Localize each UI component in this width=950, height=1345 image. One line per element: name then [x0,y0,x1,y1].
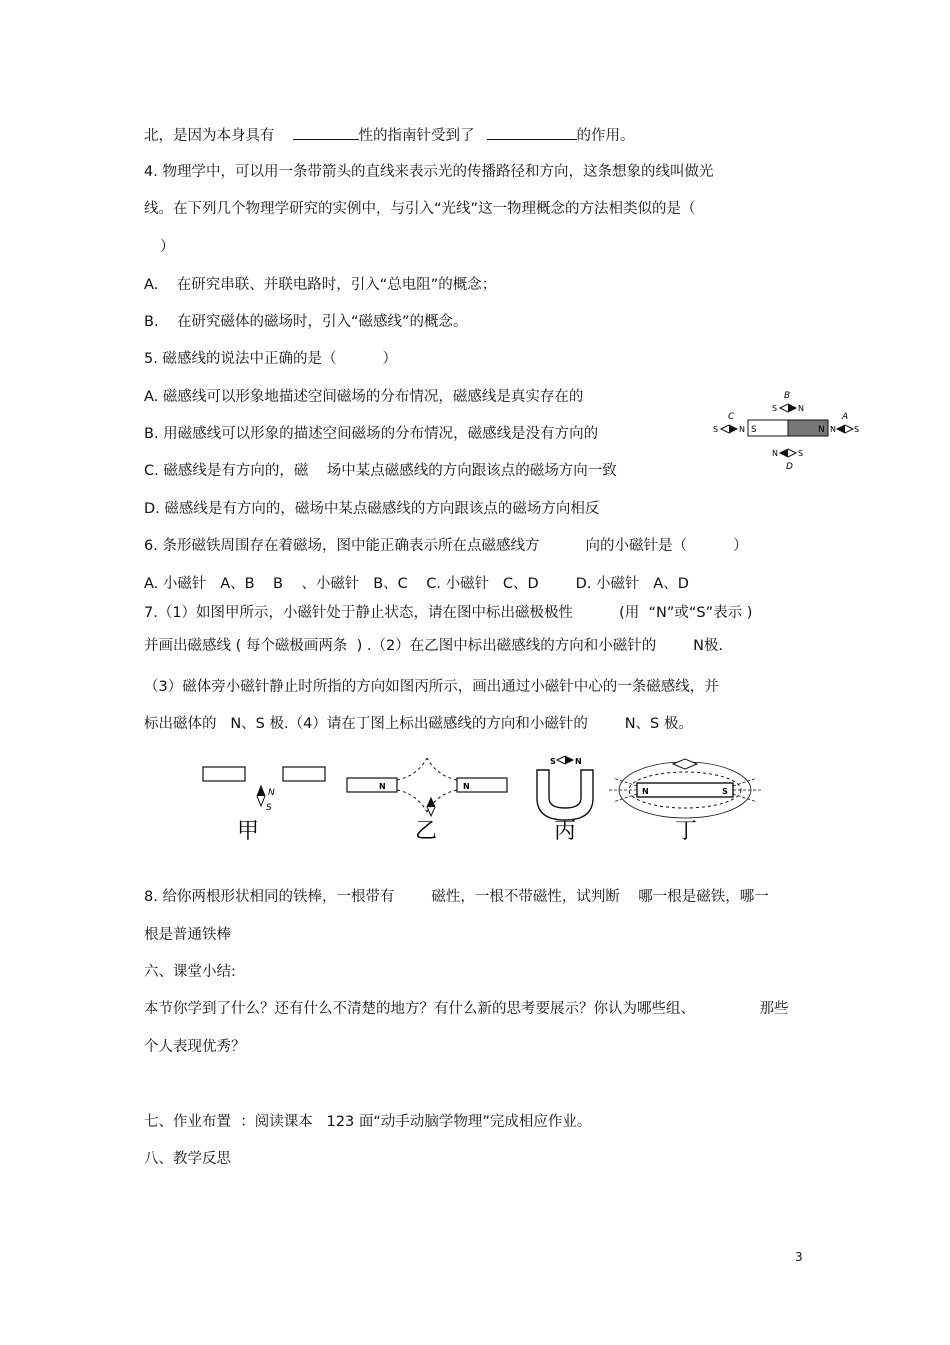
q6-options: A. 小磁针 A、B B 、小磁针 B、C C. 小磁针 C、D D. 小磁针 A、D [144,576,689,592]
q6-magnet-figure [706,386,866,474]
section-8: 八、教学反思 [144,1151,231,1167]
jia-n: N [268,788,275,798]
q4-stem-1: 4. 物理学中，可以用一条带箭头的直线来表示光的传播路径和方向，这条想象的线叫做光 [144,164,714,180]
section-6-line-1: 本节你学到了什么？还有什么不清楚的地方？有什么新的思考要展示？你认为哪些组、 那些 [144,1001,789,1017]
jia-magnet-right [283,767,325,781]
label-d: D [786,462,793,472]
q7-line-4: 标出磁体的 N、S 极.（4）请在丁图上标出磁感线的方向和小磁针的 N、S 极。 [144,716,693,732]
section-6-line-2: 个人表现优秀？ [144,1039,246,1055]
bing-u-magnet [537,770,593,820]
yi-n-right: N [463,782,470,791]
pole-n-a: N [830,425,836,434]
label-c: C [728,412,735,422]
blank-1[interactable] [293,125,359,140]
q5-option-c: C. 磁感线是有方向的，磁 场中某点磁感线的方向跟该点的磁场方向一致 [144,463,617,479]
q8-line-1: 8. 给你两根形状相同的铁棒，一根带有 磁性，一根不带磁性，试判断 哪一根是磁铁，哪一 [144,889,769,905]
q8-line-2: 根是普通铁棒 [144,927,231,943]
pole-s-a: S [854,425,860,434]
page-number: 3 [795,1250,803,1264]
q5-stem: 5. 磁感线的说法中正确的是（ ） [144,351,398,367]
bing-n: N [575,757,582,766]
figure-bing [537,756,593,844]
label-b: B [784,391,791,401]
q4-stem-2: 线。在下列几个物理学研究的实例中，与引入“光线”这一物理概念的方法相类似的是（ [144,201,696,217]
q7-figures [195,750,775,850]
ding-magnet [637,783,733,797]
ding-n: N [642,787,649,796]
label-a: A [842,412,849,422]
q5-option-d: D. 磁感线是有方向的，磁场中某点磁感线的方向跟该点的磁场方向相反 [144,501,600,517]
ding-s: S [722,787,728,796]
pole-n-b: N [798,404,804,413]
ding-compass [673,759,697,769]
yi-magnet-left [347,778,397,792]
pole-s-d: S [798,449,804,458]
figure-ding [609,759,761,844]
jia-s: S [266,803,272,813]
q5-option-a: A. 磁感线可以形象地描述空间磁场的分布情况，磁感线是真实存在的 [144,389,584,405]
q4-option-a: A. 在研究串联、并联电路时，引入“总电阻”的概念； [144,277,497,293]
q6-stem: 6. 条形磁铁周围存在着磁场，图中能正确表示所在点磁感线方 向的小磁针是（ ） [144,538,748,554]
caption-bing: 丙 [554,819,577,844]
blank-2[interactable] [487,125,577,140]
q7-line-3: （3）磁体旁小磁针静止时所指的方向如图丙所示，画出通过小磁针中心的一条磁感线，并 [144,679,719,695]
caption-yi: 乙 [415,819,438,844]
bing-s: S [550,757,556,766]
pole-s-c: S [713,425,719,434]
line-q3-end: 北，是因为本身具有 性的指南针受到了 的作用。 [144,125,635,145]
yi-n-left: N [379,782,386,791]
pole-n-d: N [772,449,778,458]
q7-line-1: 7.（1）如图甲所示，小磁针处于静止状态，请在图中标出磁极极性 (用 “N”或“S”表示 ) [144,605,753,621]
magnet-pole-n: N [818,425,825,435]
section-6-title: 六、课堂小结: [144,964,236,980]
q4-stem-3: ） [160,239,175,255]
section-7: 七、作业布置 ：阅读课本 123 面“动手动脑学物理”完成相应作业。 [144,1114,592,1130]
caption-ding: 丁 [675,819,698,844]
magnet-pole-s: S [751,425,757,435]
q4-option-b: B. 在研究磁体的磁场时，引入“磁感线”的概念。 [144,314,468,330]
jia-magnet-left [203,767,245,781]
pole-n-c: N [739,425,745,434]
caption-jia: 甲 [237,819,260,844]
figure-yi [347,758,507,844]
figure-jia [203,767,325,844]
pole-s-b: S [772,404,778,413]
q5-option-b: B. 用磁感线可以形象的描述空间磁场的分布情况，磁感线是没有方向的 [144,426,599,442]
q7-line-2: 并画出磁感线 ( 每个磁极画两条 ) .（2）在乙图中标出磁感线的方向和小磁针的 N极. [144,638,724,654]
